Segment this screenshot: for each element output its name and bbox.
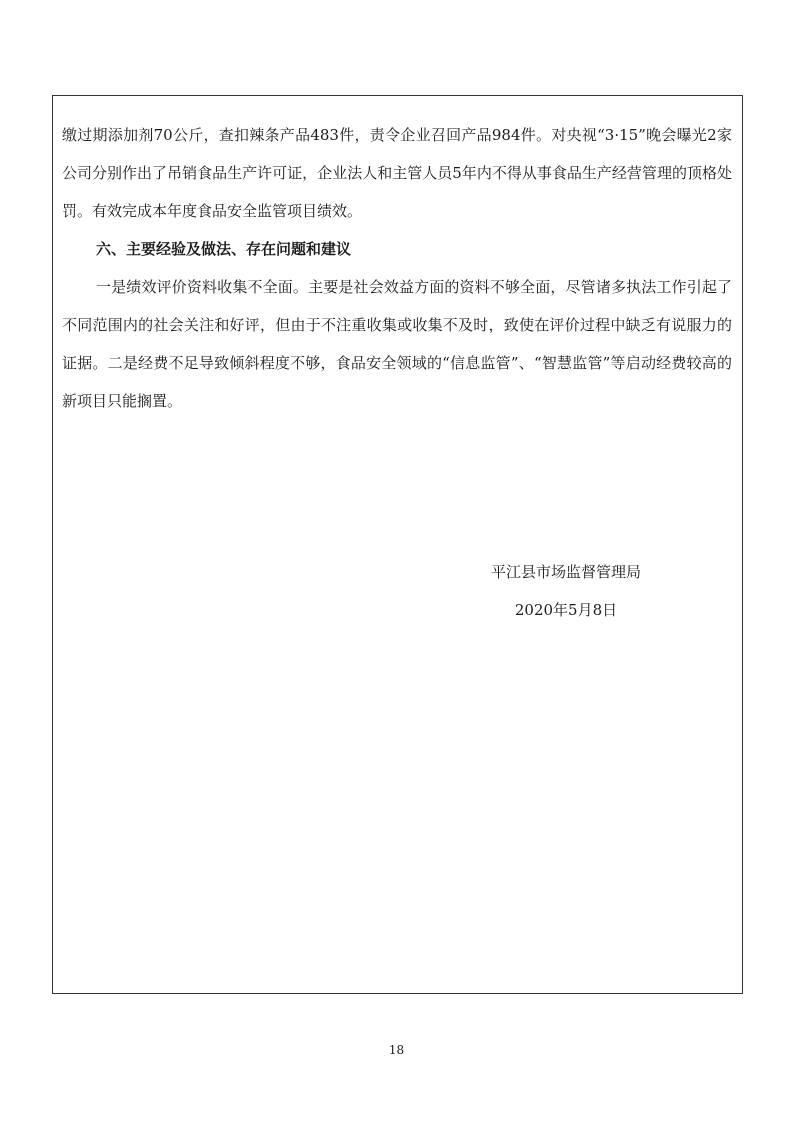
section-heading: 六、主要经验及做法、存在问题和建议 — [96, 240, 352, 258]
document-body — [62, 116, 732, 420]
paragraph-continued: 缴过期添加剂70公斤，查扣辣条产品483件，责令企业召回产品984件。对央视“3·15”晚会曝光2家公司分别作出了吊销食品生产许可证，企业法人和主管人员5年内不得从事食品生产经营管理的顶格处罚。有效完成本年度食品安全监管项目绩效。 — [62, 126, 732, 220]
paragraph-issues: 一是绩效评价资料收集不全面。主要是社会效益方面的资料不够全面，尽管诸多执法工作引起了不同范围内的社会关注和好评，但由于不注重收集或收集不及时，致使在评价过程中缺乏有说服力的证据。二是经费不足导致倾斜程度不够，食品安全领域的“信息监管”、“智慧监管”等启动经费较高的新项目只能搁置。 — [62, 278, 732, 410]
signature-organization: 平江县市场监督管理局 — [490, 563, 641, 581]
page-number: 18 — [388, 1043, 405, 1057]
signature-date: 2020年5月8日 — [514, 601, 618, 619]
document-frame — [52, 95, 743, 994]
signature-block — [481, 553, 651, 629]
